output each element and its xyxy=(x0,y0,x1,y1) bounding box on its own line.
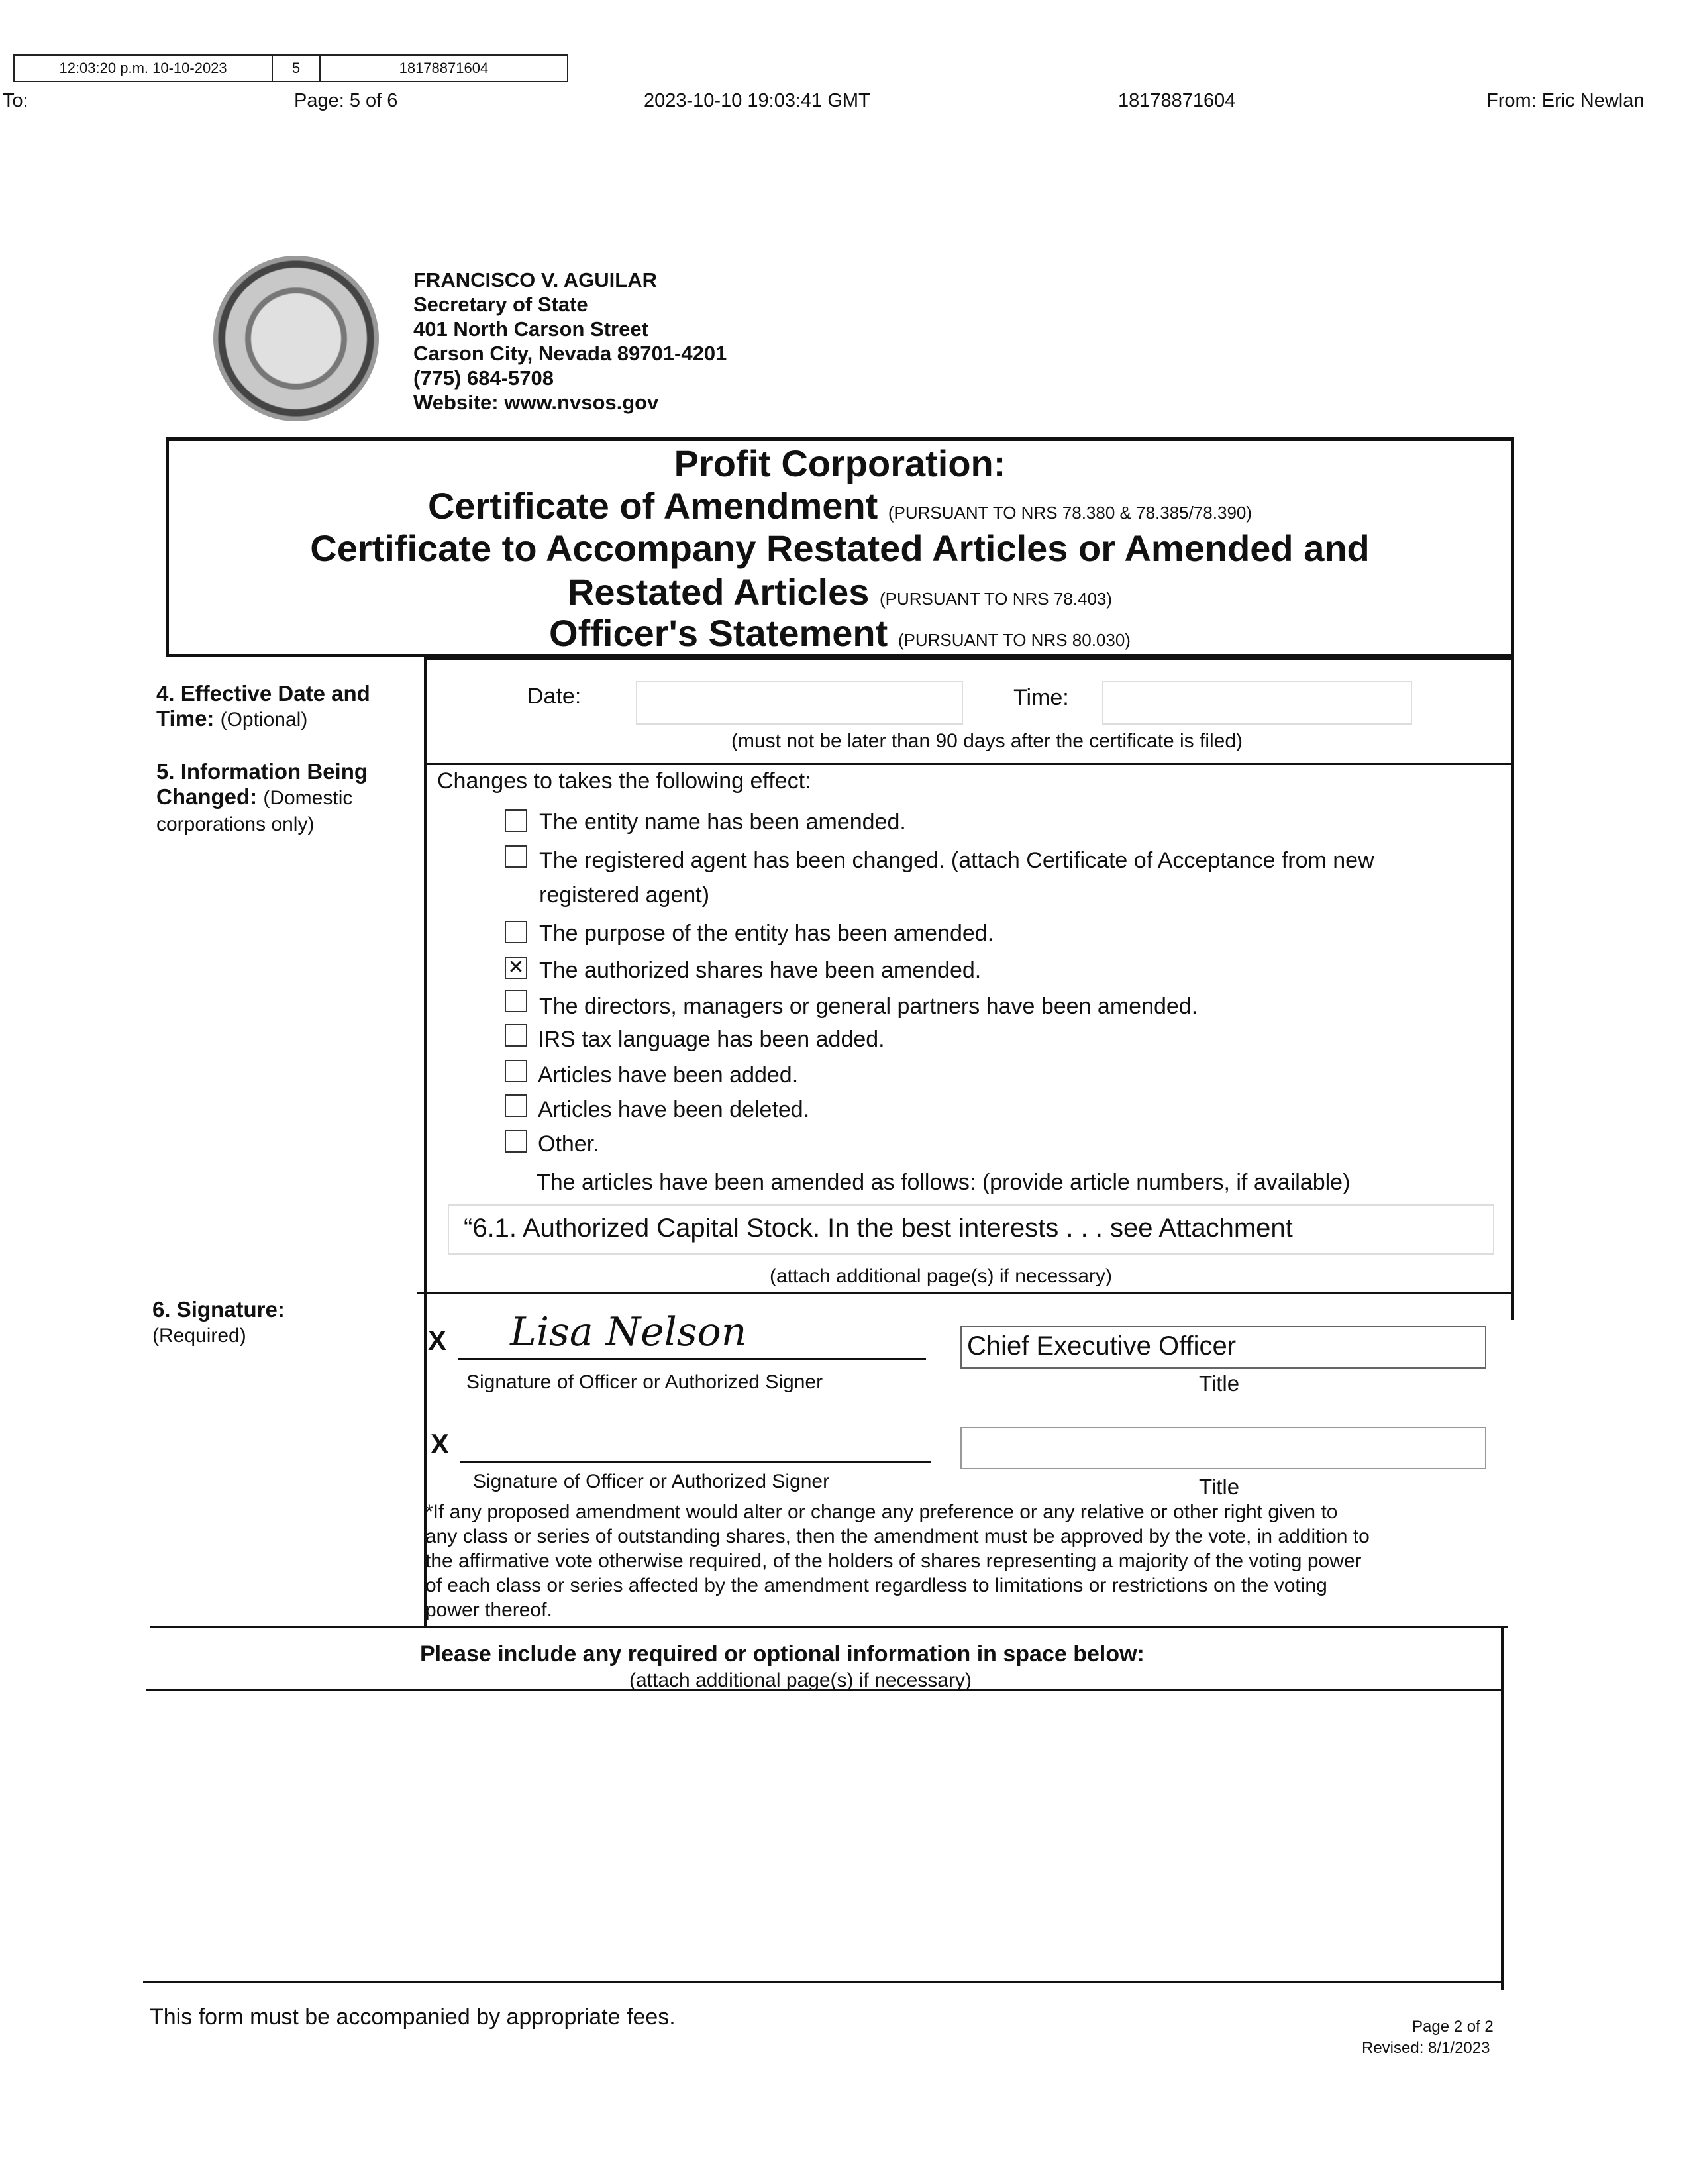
fax-to: To: xyxy=(3,90,28,111)
optional-info-area[interactable] xyxy=(148,1693,1500,1979)
title-officers-statement: Officer's Statement xyxy=(549,612,888,654)
checkbox-entity-name[interactable] xyxy=(505,809,527,832)
option-articles-added: Articles have been added. xyxy=(538,1063,799,1088)
rule xyxy=(150,1626,1508,1628)
office-city: Carson City, Nevada 89701-4201 xyxy=(413,342,727,365)
section-4-label-time: Time: xyxy=(156,706,215,731)
title-line-4 xyxy=(169,570,1511,613)
option-purpose: The purpose of the entity has been amended. xyxy=(539,921,994,946)
footer-page: Page 2 of 2 xyxy=(1412,2018,1494,2036)
option-registered-agent-cont: registered agent) xyxy=(539,882,710,908)
office-website: Website: www.nvsos.gov xyxy=(413,391,659,414)
amended-articles-text: “6.1. Authorized Capital Stock. In the best interests . . . see Attachment xyxy=(464,1214,1293,1243)
section-6-label-note: (Required) xyxy=(152,1325,246,1347)
fax-timestamp: 2023-10-10 19:03:41 GMT xyxy=(644,90,870,111)
section-5-label-title: 5. Information Being xyxy=(156,759,368,784)
footnote-line: power thereof. xyxy=(425,1599,552,1621)
fax-header-box xyxy=(13,54,568,82)
option-articles-deleted: Articles have been deleted. xyxy=(538,1097,810,1122)
checkbox-authorized-shares[interactable] xyxy=(505,957,527,979)
checkbox-articles-deleted[interactable] xyxy=(505,1094,527,1117)
option-entity-name: The entity name has been amended. xyxy=(539,809,906,835)
checkbox-directors[interactable] xyxy=(505,990,527,1012)
title-line-3: Certificate to Accompany Restated Articles or Amended and xyxy=(310,527,1370,569)
fax-time: 12:03:20 p.m. 10-10-2023 xyxy=(15,56,273,81)
title-restated-articles: Restated Articles xyxy=(567,571,870,613)
title-2-input[interactable] xyxy=(960,1427,1486,1469)
section-5-label-note: (Domestic xyxy=(263,787,353,809)
title-line-1: Profit Corporation: xyxy=(674,442,1006,484)
office-name: FRANCISCO V. AGUILAR xyxy=(413,268,658,291)
option-other: Other. xyxy=(538,1131,599,1157)
title-line-2 xyxy=(169,484,1511,527)
checkbox-irs-tax[interactable] xyxy=(505,1024,527,1047)
date-input[interactable] xyxy=(636,681,963,725)
checkbox-articles-added[interactable] xyxy=(505,1060,527,1082)
title-line-2-note: (PURSUANT TO NRS 78.380 & 78.385/78.390) xyxy=(888,503,1253,523)
section-5-label-note-2: corporations only) xyxy=(156,813,315,835)
attach-note: (attach additional page(s) if necessary) xyxy=(770,1265,1112,1287)
office-street: 401 North Carson Street xyxy=(413,317,648,340)
office-title: Secretary of State xyxy=(413,293,588,316)
footnote-line: any class or series of outstanding shares, then the amendment must be approved by the vote, in addition to xyxy=(425,1526,1370,1547)
amendment-footnote xyxy=(425,1500,1511,1622)
title-certificate-amendment: Certificate of Amendment xyxy=(427,485,878,527)
title-line-5 xyxy=(169,611,1511,654)
fax-page: Page: 5 of 6 xyxy=(294,90,398,111)
footnote-line: of each class or series affected by the amendment regardless to limitations or restrictions on the voting xyxy=(425,1575,1327,1596)
rule xyxy=(417,1292,1514,1294)
section-5-label xyxy=(156,759,368,837)
section-4-label xyxy=(156,681,370,733)
option-authorized-shares: The authorized shares have been amended. xyxy=(539,958,982,983)
right-border xyxy=(1511,657,1514,1320)
title-1-value: Chief Executive Officer xyxy=(967,1331,1237,1361)
optional-info-note: (attach additional page(s) if necessary) xyxy=(629,1669,972,1691)
section-6-label xyxy=(152,1297,285,1349)
date-label: Date: xyxy=(527,684,582,709)
section-4-label-title: 4. Effective Date and xyxy=(156,681,370,705)
signature-2-caption: Signature of Officer or Authorized Signer xyxy=(473,1471,830,1492)
fees-notice: This form must be accompanied by appropriate fees. xyxy=(150,2004,676,2030)
title-2-caption: Title xyxy=(1199,1475,1240,1499)
rule xyxy=(424,763,1514,765)
title-line-5-note: (PURSUANT TO NRS 80.030) xyxy=(897,630,1131,650)
signature-1-x: X xyxy=(428,1325,447,1356)
time-label: Time: xyxy=(1013,685,1069,710)
office-phone: (775) 684-5708 xyxy=(413,366,554,390)
fax-number: 18178871604 xyxy=(399,60,489,76)
title-1-caption: Title xyxy=(1199,1371,1240,1396)
optional-info-heading: Please include any required or optional information in space below: xyxy=(420,1641,1145,1667)
checkbox-registered-agent[interactable] xyxy=(505,845,527,868)
checkmark-x-icon: ✕ xyxy=(507,957,525,978)
footnote-line: *If any proposed amendment would alter or change any preference or any relative or other right given to xyxy=(425,1501,1338,1523)
section-4-label-note: (Optional) xyxy=(220,709,308,731)
fax-page-count: 5 xyxy=(273,56,321,81)
effective-date-note: (must not be later than 90 days after the certificate is filed) xyxy=(731,730,1243,752)
signature-1-handwritten: Lisa Nelson xyxy=(510,1309,747,1355)
checkbox-purpose[interactable] xyxy=(505,921,527,943)
right-border-lower xyxy=(1501,1628,1504,1990)
column-divider xyxy=(424,657,427,1628)
signature-2-line[interactable] xyxy=(460,1461,931,1463)
footer-revised: Revised: 8/1/2023 xyxy=(1362,2039,1490,2057)
form-title-box xyxy=(166,437,1514,657)
rule xyxy=(143,1981,1504,1983)
option-irs-tax: IRS tax language has been added. xyxy=(538,1027,885,1052)
changes-intro: Changes to takes the following effect: xyxy=(437,768,811,794)
fax-from: From: Eric Newlan xyxy=(1486,90,1645,111)
nevada-state-seal-icon xyxy=(213,256,379,421)
option-registered-agent: The registered agent has been changed. (attach Certificate of Acceptance from new xyxy=(539,848,1374,873)
section-6-label-title: 6. Signature: xyxy=(152,1297,285,1322)
office-block xyxy=(413,268,727,415)
checkbox-other[interactable] xyxy=(505,1130,527,1153)
signature-2-x: X xyxy=(431,1428,450,1459)
title-line-4-note: (PURSUANT TO NRS 78.403) xyxy=(879,589,1113,609)
signature-1-caption: Signature of Officer or Authorized Signer xyxy=(466,1371,823,1393)
rule xyxy=(424,657,1514,660)
time-input[interactable] xyxy=(1102,681,1412,725)
signature-1-line[interactable] xyxy=(458,1358,926,1360)
footnote-line: the affirmative vote otherwise required, of the holders of shares representing a majority of the voting power xyxy=(425,1550,1362,1572)
section-5-label-changed: Changed: xyxy=(156,784,258,809)
amended-intro: The articles have been amended as follows: (provide article numbers, if available) xyxy=(537,1170,1351,1195)
fax-sender-number: 18178871604 xyxy=(1118,90,1236,111)
option-directors: The directors, managers or general partners have been amended. xyxy=(539,994,1198,1019)
